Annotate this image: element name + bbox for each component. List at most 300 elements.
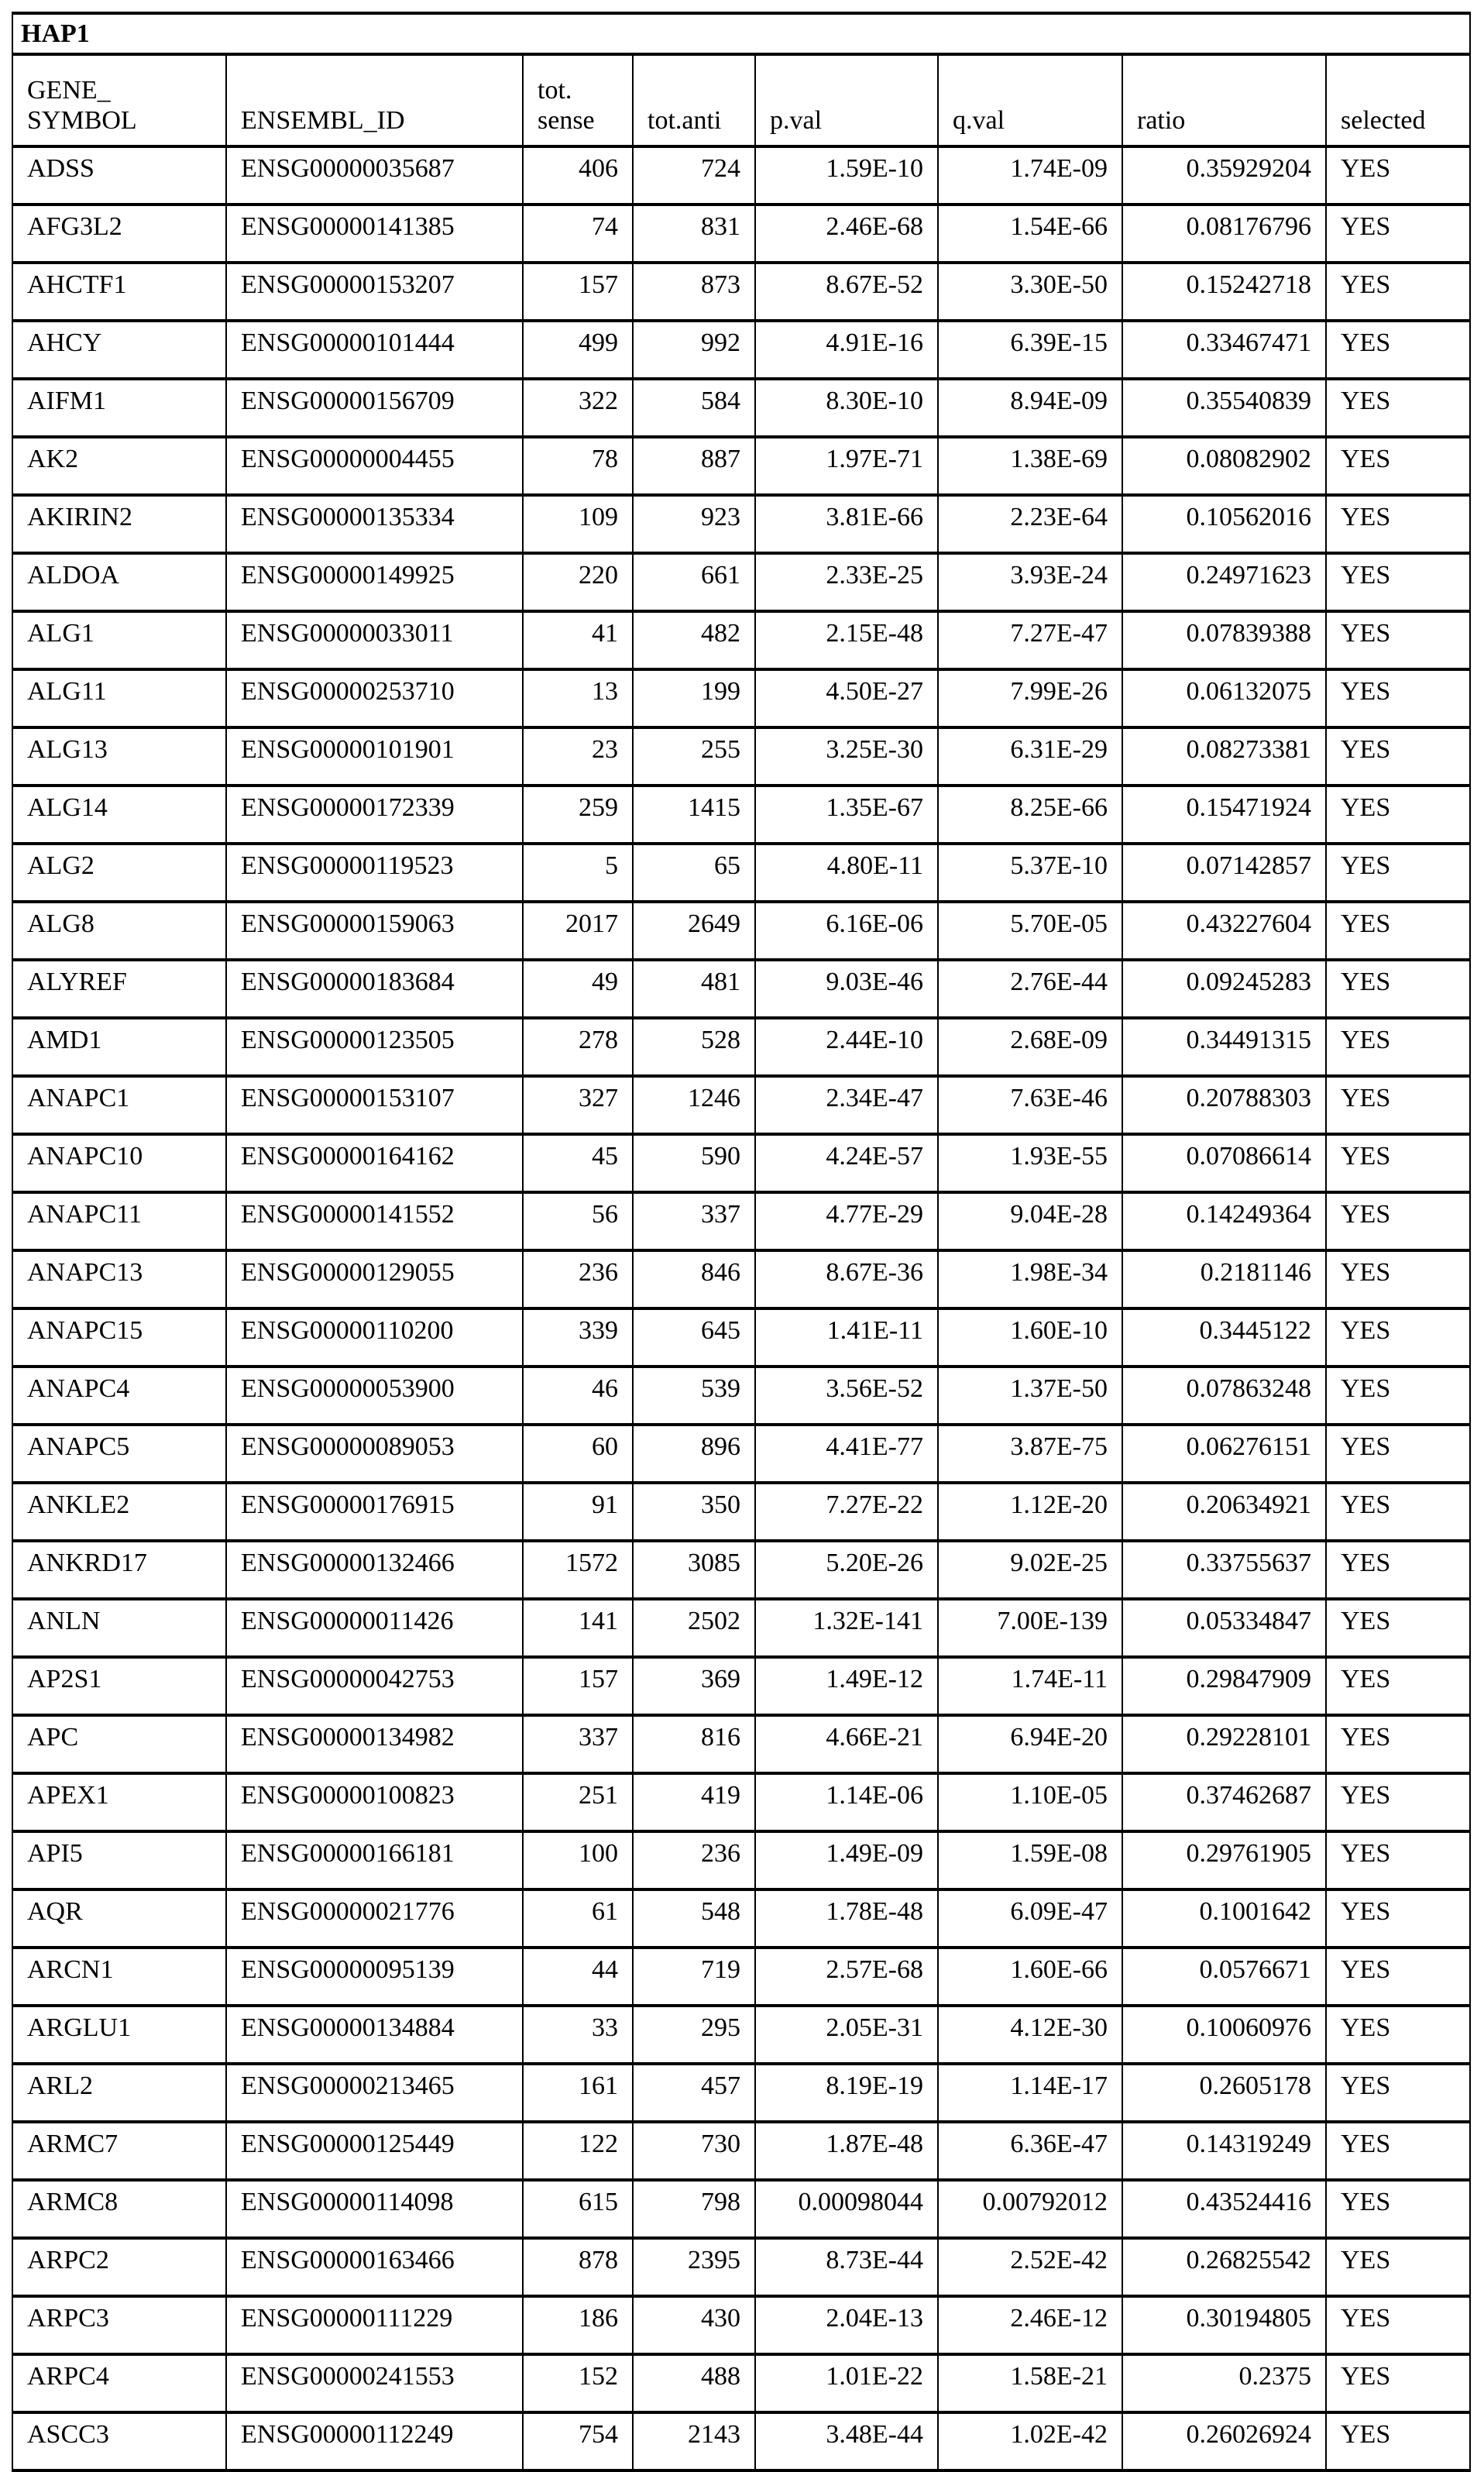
cell-q-val: 5.37E-10 [938, 844, 1122, 902]
table-row [12, 1541, 1470, 1599]
cell-gene-symbol: ARPC2 [12, 2238, 226, 2296]
cell-p-val: 0.00098044 [755, 2180, 938, 2238]
table-row [12, 1018, 1470, 1076]
cell-tot-sense: 23 [523, 727, 633, 786]
cell-ensembl-id: ENSG00000112249 [226, 2412, 523, 2470]
cell-q-val: 2.76E-44 [938, 960, 1122, 1018]
cell-tot-sense: 157 [523, 263, 633, 321]
cell-gene-symbol: ANLN [12, 1599, 226, 1657]
cell-ensembl-id: ENSG00000129055 [226, 1250, 523, 1308]
cell-p-val: 8.73E-44 [755, 2238, 938, 2296]
cell-q-val: 8.25E-66 [938, 786, 1122, 844]
cell-selected: YES [1326, 2296, 1470, 2354]
cell-gene-symbol: AP2S1 [12, 1657, 226, 1715]
cell-gene-symbol: ANAPC13 [12, 1250, 226, 1308]
cell-gene-symbol: AQR [12, 1889, 226, 1948]
header-tot-anti: tot.anti [633, 54, 755, 146]
cell-p-val: 4.77E-29 [755, 1192, 938, 1250]
cell-tot-anti: 992 [633, 321, 755, 379]
cell-gene-symbol: ANKRD17 [12, 1541, 226, 1599]
cell-p-val: 2.46E-68 [755, 205, 938, 263]
cell-q-val: 8.94E-09 [938, 379, 1122, 437]
cell-q-val: 7.00E-139 [938, 1599, 1122, 1657]
cell-ensembl-id: ENSG00000101444 [226, 321, 523, 379]
cell-q-val: 7.99E-26 [938, 669, 1122, 727]
table-row [12, 786, 1470, 844]
cell-selected: YES [1326, 1948, 1470, 2006]
cell-p-val: 3.81E-66 [755, 495, 938, 553]
cell-gene-symbol: ASCC3 [12, 2412, 226, 2470]
cell-gene-symbol: ARMC8 [12, 2180, 226, 2238]
cell-tot-sense: 406 [523, 146, 633, 205]
cell-q-val: 2.52E-42 [938, 2238, 1122, 2296]
header-gene-symbol: GENE_ SYMBOL [12, 54, 226, 146]
cell-q-val: 9.04E-28 [938, 1192, 1122, 1250]
cell-tot-anti: 419 [633, 1773, 755, 1831]
cell-tot-anti: 3085 [633, 1541, 755, 1599]
cell-q-val: 3.93E-24 [938, 553, 1122, 611]
cell-gene-symbol: ANAPC11 [12, 1192, 226, 1250]
cell-ensembl-id: ENSG00000153107 [226, 1076, 523, 1134]
cell-ensembl-id: ENSG00000163466 [226, 2238, 523, 2296]
cell-ratio: 0.14319249 [1122, 2122, 1326, 2180]
cell-tot-sense: 91 [523, 1483, 633, 1541]
cell-selected: YES [1326, 2006, 1470, 2064]
cell-p-val: 8.19E-19 [755, 2064, 938, 2122]
cell-tot-anti: 295 [633, 2006, 755, 2064]
cell-selected: YES [1326, 1192, 1470, 1250]
cell-ratio: 0.2375 [1122, 2354, 1326, 2412]
cell-tot-sense: 615 [523, 2180, 633, 2238]
cell-gene-symbol: ANAPC4 [12, 1367, 226, 1425]
cell-ratio: 0.08082902 [1122, 437, 1326, 495]
cell-ensembl-id: ENSG00000004455 [226, 437, 523, 495]
cell-tot-sense: 251 [523, 1773, 633, 1831]
cell-tot-anti: 481 [633, 960, 755, 1018]
table-row [12, 553, 1470, 611]
cell-ratio: 0.2181146 [1122, 1250, 1326, 1308]
cell-selected: YES [1326, 146, 1470, 205]
cell-selected: YES [1326, 1599, 1470, 1657]
table-row [12, 2296, 1470, 2354]
cell-selected: YES [1326, 611, 1470, 669]
cell-ratio: 0.43524416 [1122, 2180, 1326, 2238]
cell-tot-anti: 548 [633, 1889, 755, 1948]
cell-tot-anti: 539 [633, 1367, 755, 1425]
cell-gene-symbol: AK2 [12, 437, 226, 495]
cell-ratio: 0.30194805 [1122, 2296, 1326, 2354]
cell-ensembl-id: ENSG00000114098 [226, 2180, 523, 2238]
cell-ratio: 0.06132075 [1122, 669, 1326, 727]
cell-selected: YES [1326, 2180, 1470, 2238]
cell-tot-sense: 100 [523, 1831, 633, 1889]
cell-tot-sense: 322 [523, 379, 633, 437]
cell-tot-sense: 46 [523, 1367, 633, 1425]
cell-gene-symbol: ANAPC15 [12, 1308, 226, 1367]
cell-ensembl-id: ENSG00000111229 [226, 2296, 523, 2354]
cell-tot-sense: 78 [523, 437, 633, 495]
cell-ensembl-id: ENSG00000164162 [226, 1134, 523, 1192]
cell-p-val: 3.56E-52 [755, 1367, 938, 1425]
cell-gene-symbol: AIFM1 [12, 379, 226, 437]
cell-tot-sense: 236 [523, 1250, 633, 1308]
cell-q-val: 6.39E-15 [938, 321, 1122, 379]
cell-ensembl-id: ENSG00000183684 [226, 960, 523, 1018]
cell-tot-sense: 337 [523, 1715, 633, 1773]
cell-gene-symbol: ALG11 [12, 669, 226, 727]
header-ensembl-id: ENSEMBL_ID [226, 54, 523, 146]
header-selected: selected [1326, 54, 1470, 146]
cell-tot-sense: 259 [523, 786, 633, 844]
cell-q-val: 2.23E-64 [938, 495, 1122, 553]
table-row [12, 1948, 1470, 2006]
cell-ratio: 0.09245283 [1122, 960, 1326, 1018]
cell-tot-anti: 369 [633, 1657, 755, 1715]
cell-selected: YES [1326, 844, 1470, 902]
table-row [12, 1831, 1470, 1889]
cell-ratio: 0.29847909 [1122, 1657, 1326, 1715]
cell-q-val: 6.36E-47 [938, 2122, 1122, 2180]
cell-q-val: 1.60E-66 [938, 1948, 1122, 2006]
cell-selected: YES [1326, 2064, 1470, 2122]
cell-selected: YES [1326, 669, 1470, 727]
cell-selected: YES [1326, 1483, 1470, 1541]
table-row [12, 1076, 1470, 1134]
cell-tot-anti: 2143 [633, 2412, 755, 2470]
cell-p-val: 1.14E-06 [755, 1773, 938, 1831]
cell-tot-sense: 56 [523, 1192, 633, 1250]
cell-p-val: 4.24E-57 [755, 1134, 938, 1192]
cell-ratio: 0.10562016 [1122, 495, 1326, 553]
cell-p-val: 8.67E-36 [755, 1250, 938, 1308]
cell-ratio: 0.14249364 [1122, 1192, 1326, 1250]
cell-tot-anti: 2502 [633, 1599, 755, 1657]
cell-q-val: 1.60E-10 [938, 1308, 1122, 1367]
cell-p-val: 1.35E-67 [755, 786, 938, 844]
cell-tot-anti: 730 [633, 2122, 755, 2180]
cell-ensembl-id: ENSG00000176915 [226, 1483, 523, 1541]
cell-gene-symbol: ALG2 [12, 844, 226, 902]
cell-ensembl-id: ENSG00000134884 [226, 2006, 523, 2064]
cell-gene-symbol: APEX1 [12, 1773, 226, 1831]
cell-tot-anti: 457 [633, 2064, 755, 2122]
cell-q-val: 9.02E-25 [938, 1541, 1122, 1599]
cell-p-val: 7.27E-22 [755, 1483, 938, 1541]
cell-tot-sense: 1572 [523, 1541, 633, 1599]
cell-tot-anti: 488 [633, 2354, 755, 2412]
cell-q-val: 6.31E-29 [938, 727, 1122, 786]
cell-ensembl-id: ENSG00000149925 [226, 553, 523, 611]
cell-tot-anti: 255 [633, 727, 755, 786]
cell-ensembl-id: ENSG00000033011 [226, 611, 523, 669]
cell-ratio: 0.3445122 [1122, 1308, 1326, 1367]
table-title-row [12, 13, 1470, 54]
cell-ratio: 0.20788303 [1122, 1076, 1326, 1134]
cell-ratio: 0.26026924 [1122, 2412, 1326, 2470]
cell-tot-sense: 141 [523, 1599, 633, 1657]
cell-ratio: 0.29761905 [1122, 1831, 1326, 1889]
cell-tot-anti: 236 [633, 1831, 755, 1889]
cell-p-val: 1.01E-22 [755, 2354, 938, 2412]
cell-tot-sense: 60 [523, 1425, 633, 1483]
table-row [12, 2412, 1470, 2470]
cell-gene-symbol: AHCY [12, 321, 226, 379]
cell-q-val: 1.10E-05 [938, 1773, 1122, 1831]
cell-p-val: 6.16E-06 [755, 902, 938, 960]
cell-ensembl-id: ENSG00000172339 [226, 786, 523, 844]
cell-ratio: 0.29228101 [1122, 1715, 1326, 1773]
cell-ratio: 0.33755637 [1122, 1541, 1326, 1599]
cell-p-val: 3.25E-30 [755, 727, 938, 786]
cell-p-val: 2.33E-25 [755, 553, 938, 611]
cell-gene-symbol: ALG13 [12, 727, 226, 786]
cell-gene-symbol: ARCN1 [12, 1948, 226, 2006]
table-row [12, 2238, 1470, 2296]
cell-q-val: 1.74E-11 [938, 1657, 1122, 1715]
cell-p-val: 1.87E-48 [755, 2122, 938, 2180]
cell-selected: YES [1326, 1831, 1470, 1889]
cell-tot-sense: 122 [523, 2122, 633, 2180]
cell-tot-anti: 337 [633, 1192, 755, 1250]
cell-gene-symbol: ALDOA [12, 553, 226, 611]
cell-tot-sense: 49 [523, 960, 633, 1018]
cell-gene-symbol: APC [12, 1715, 226, 1773]
cell-selected: YES [1326, 1425, 1470, 1483]
cell-q-val: 3.87E-75 [938, 1425, 1122, 1483]
cell-tot-sense: 74 [523, 205, 633, 263]
table-row [12, 2354, 1470, 2412]
cell-tot-anti: 798 [633, 2180, 755, 2238]
cell-p-val: 4.91E-16 [755, 321, 938, 379]
cell-ratio: 0.07839388 [1122, 611, 1326, 669]
cell-ratio: 0.0576671 [1122, 1948, 1326, 2006]
cell-p-val: 2.44E-10 [755, 1018, 938, 1076]
cell-p-val: 8.67E-52 [755, 263, 938, 321]
cell-gene-symbol: AKIRIN2 [12, 495, 226, 553]
cell-p-val: 4.50E-27 [755, 669, 938, 727]
cell-ratio: 0.43227604 [1122, 902, 1326, 960]
table-row [12, 205, 1470, 263]
table-row [12, 1657, 1470, 1715]
cell-ratio: 0.24971623 [1122, 553, 1326, 611]
cell-tot-anti: 816 [633, 1715, 755, 1773]
cell-ratio: 0.1001642 [1122, 1889, 1326, 1948]
cell-tot-sense: 754 [523, 2412, 633, 2470]
cell-gene-symbol: API5 [12, 1831, 226, 1889]
cell-tot-sense: 44 [523, 1948, 633, 2006]
cell-tot-anti: 645 [633, 1308, 755, 1367]
header-q-val: q.val [938, 54, 1122, 146]
table-row [12, 1192, 1470, 1250]
cell-gene-symbol: ARGLU1 [12, 2006, 226, 2064]
table-row [12, 321, 1470, 379]
cell-tot-sense: 878 [523, 2238, 633, 2296]
table-row [12, 146, 1470, 205]
cell-p-val: 8.30E-10 [755, 379, 938, 437]
table-row [12, 611, 1470, 669]
cell-q-val: 1.12E-20 [938, 1483, 1122, 1541]
header-tot-sense: tot. sense [523, 54, 633, 146]
cell-selected: YES [1326, 1367, 1470, 1425]
cell-ensembl-id: ENSG00000021776 [226, 1889, 523, 1948]
cell-tot-anti: 873 [633, 263, 755, 321]
table-row [12, 1599, 1470, 1657]
cell-selected: YES [1326, 263, 1470, 321]
cell-q-val: 3.30E-50 [938, 263, 1122, 321]
cell-selected: YES [1326, 495, 1470, 553]
table-row [12, 2122, 1470, 2180]
cell-q-val: 6.09E-47 [938, 1889, 1122, 1948]
cell-ensembl-id: ENSG00000053900 [226, 1367, 523, 1425]
cell-ensembl-id: ENSG00000123505 [226, 1018, 523, 1076]
cell-ratio: 0.05334847 [1122, 1599, 1326, 1657]
table-row [12, 1250, 1470, 1308]
cell-tot-sense: 109 [523, 495, 633, 553]
cell-ensembl-id: ENSG00000241553 [226, 2354, 523, 2412]
cell-selected: YES [1326, 727, 1470, 786]
cell-p-val: 9.03E-46 [755, 960, 938, 1018]
cell-p-val: 2.05E-31 [755, 2006, 938, 2064]
cell-p-val: 1.49E-12 [755, 1657, 938, 1715]
cell-q-val: 1.14E-17 [938, 2064, 1122, 2122]
cell-tot-sense: 327 [523, 1076, 633, 1134]
cell-selected: YES [1326, 379, 1470, 437]
cell-selected: YES [1326, 960, 1470, 1018]
table-row [12, 263, 1470, 321]
cell-selected: YES [1326, 205, 1470, 263]
cell-selected: YES [1326, 1541, 1470, 1599]
cell-ratio: 0.15471924 [1122, 786, 1326, 844]
cell-selected: YES [1326, 1250, 1470, 1308]
cell-p-val: 4.41E-77 [755, 1425, 938, 1483]
cell-tot-anti: 199 [633, 669, 755, 727]
cell-ratio: 0.2605178 [1122, 2064, 1326, 2122]
cell-tot-anti: 896 [633, 1425, 755, 1483]
cell-gene-symbol: ANAPC5 [12, 1425, 226, 1483]
cell-selected: YES [1326, 1773, 1470, 1831]
cell-p-val: 1.59E-10 [755, 146, 938, 205]
cell-ratio: 0.35929204 [1122, 146, 1326, 205]
table-row [12, 1134, 1470, 1192]
cell-tot-anti: 719 [633, 1948, 755, 2006]
cell-ratio: 0.08273381 [1122, 727, 1326, 786]
cell-ensembl-id: ENSG00000119523 [226, 844, 523, 902]
cell-ratio: 0.15242718 [1122, 263, 1326, 321]
cell-q-val: 0.00792012 [938, 2180, 1122, 2238]
cell-tot-sense: 220 [523, 553, 633, 611]
cell-tot-sense: 339 [523, 1308, 633, 1367]
cell-tot-anti: 65 [633, 844, 755, 902]
cell-gene-symbol: ARMC7 [12, 2122, 226, 2180]
cell-tot-anti: 831 [633, 205, 755, 263]
cell-tot-sense: 2017 [523, 902, 633, 960]
cell-gene-symbol: ALG8 [12, 902, 226, 960]
cell-tot-sense: 186 [523, 2296, 633, 2354]
cell-p-val: 1.97E-71 [755, 437, 938, 495]
cell-ensembl-id: ENSG00000166181 [226, 1831, 523, 1889]
table-row [12, 1367, 1470, 1425]
cell-p-val: 4.80E-11 [755, 844, 938, 902]
cell-gene-symbol: ANAPC1 [12, 1076, 226, 1134]
cell-ratio: 0.20634921 [1122, 1483, 1326, 1541]
cell-gene-symbol: ALG14 [12, 786, 226, 844]
table-row [12, 2006, 1470, 2064]
cell-tot-anti: 584 [633, 379, 755, 437]
cell-gene-symbol: ALYREF [12, 960, 226, 1018]
cell-tot-anti: 846 [633, 1250, 755, 1308]
cell-q-val: 6.94E-20 [938, 1715, 1122, 1773]
table-row [12, 1308, 1470, 1367]
table-row [12, 960, 1470, 1018]
cell-ratio: 0.07863248 [1122, 1367, 1326, 1425]
cell-ratio: 0.06276151 [1122, 1425, 1326, 1483]
cell-p-val: 2.15E-48 [755, 611, 938, 669]
cell-tot-anti: 661 [633, 553, 755, 611]
cell-q-val: 1.38E-69 [938, 437, 1122, 495]
cell-tot-sense: 5 [523, 844, 633, 902]
cell-q-val: 1.02E-42 [938, 2412, 1122, 2470]
cell-tot-anti: 528 [633, 1018, 755, 1076]
cell-ensembl-id: ENSG00000110200 [226, 1308, 523, 1367]
cell-gene-symbol: ANKLE2 [12, 1483, 226, 1541]
cell-selected: YES [1326, 2122, 1470, 2180]
cell-q-val: 7.63E-46 [938, 1076, 1122, 1134]
cell-tot-anti: 887 [633, 437, 755, 495]
table-row [12, 1715, 1470, 1773]
cell-p-val: 1.41E-11 [755, 1308, 938, 1367]
table-row [12, 1483, 1470, 1541]
cell-ensembl-id: ENSG00000042753 [226, 1657, 523, 1715]
cell-selected: YES [1326, 902, 1470, 960]
cell-selected: YES [1326, 553, 1470, 611]
cell-q-val: 2.46E-12 [938, 2296, 1122, 2354]
cell-ratio: 0.34491315 [1122, 1018, 1326, 1076]
cell-tot-sense: 499 [523, 321, 633, 379]
cell-selected: YES [1326, 2238, 1470, 2296]
cell-selected: YES [1326, 1018, 1470, 1076]
cell-ensembl-id: ENSG00000253710 [226, 669, 523, 727]
cell-p-val: 5.20E-26 [755, 1541, 938, 1599]
cell-tot-anti: 2395 [633, 2238, 755, 2296]
cell-gene-symbol: ARPC3 [12, 2296, 226, 2354]
cell-p-val: 2.34E-47 [755, 1076, 938, 1134]
cell-ratio: 0.37462687 [1122, 1773, 1326, 1831]
table-title: HAP1 [12, 13, 1470, 54]
header-ratio: ratio [1122, 54, 1326, 146]
cell-tot-sense: 152 [523, 2354, 633, 2412]
table-row [12, 437, 1470, 495]
table-row [12, 1889, 1470, 1948]
table-row [12, 379, 1470, 437]
table-row [12, 1773, 1470, 1831]
cell-ensembl-id: ENSG00000100823 [226, 1773, 523, 1831]
table-row [12, 2064, 1470, 2122]
cell-tot-sense: 45 [523, 1134, 633, 1192]
cell-p-val: 1.32E-141 [755, 1599, 938, 1657]
cell-ensembl-id: ENSG00000011426 [226, 1599, 523, 1657]
cell-p-val: 3.48E-44 [755, 2412, 938, 2470]
cell-tot-anti: 350 [633, 1483, 755, 1541]
table-row [12, 844, 1470, 902]
cell-q-val: 1.74E-09 [938, 146, 1122, 205]
cell-p-val: 1.49E-09 [755, 1831, 938, 1889]
gene-table [12, 12, 1471, 2472]
cell-ratio: 0.26825542 [1122, 2238, 1326, 2296]
cell-ensembl-id: ENSG00000132466 [226, 1541, 523, 1599]
cell-tot-anti: 2649 [633, 902, 755, 960]
cell-q-val: 1.58E-21 [938, 2354, 1122, 2412]
cell-q-val: 5.70E-05 [938, 902, 1122, 960]
